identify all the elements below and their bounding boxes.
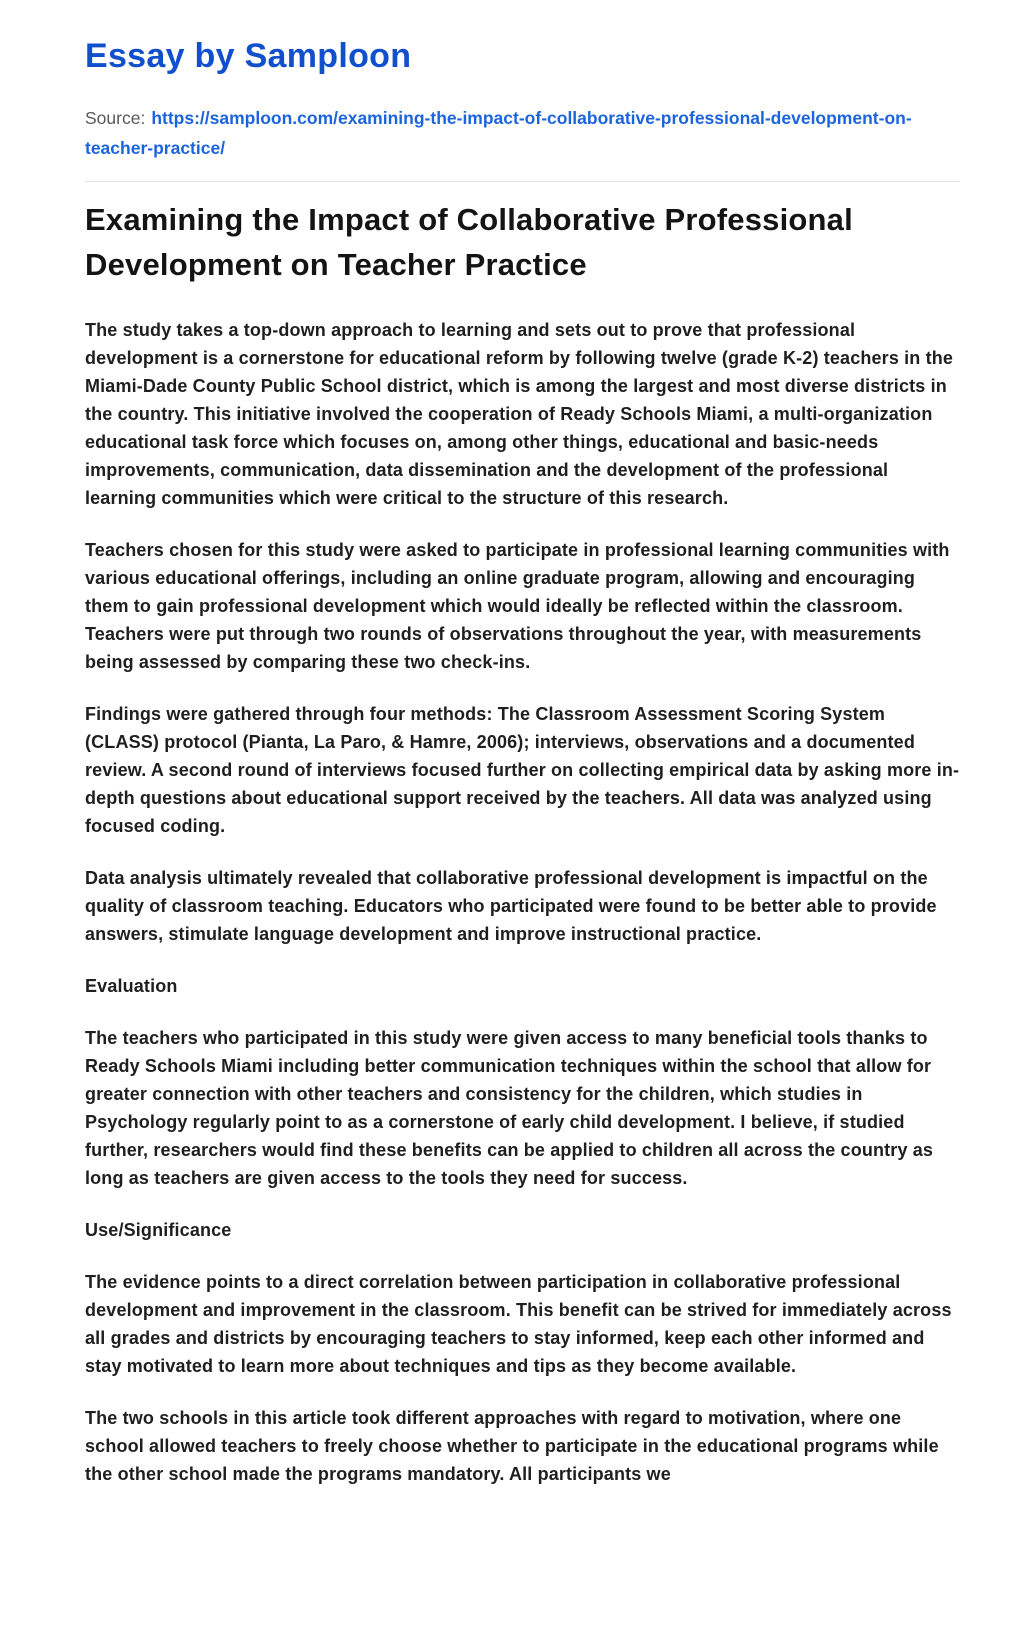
divider <box>85 181 960 182</box>
source-link[interactable]: https://samploon.com/examining-the-impact-of-collaborative-professional-development-on-teacher-practice/ <box>85 107 912 158</box>
paragraph-study-overview: The study takes a top-down approach to learning and sets out to prove that professional development is a cornerstone for educational reform by following twelve (grade K-2) teachers in the Miami-Dade County Public School district, which is among the largest and most diverse districts in the country. This initiative involved the cooperation of Ready Schools Miami, a multi-organization educational task force which focuses on, among other things, educational and basic-needs improvements, communication, data dissemination and the development of the professional learning communities which were critical to the structure of this research. <box>85 319 954 508</box>
section-heading-evaluation: Evaluation <box>85 975 178 996</box>
brand-title: Essay by Samploon <box>85 37 412 75</box>
source-label: Source: <box>85 107 146 128</box>
paragraph-data-analysis: Data analysis ultimately revealed that collaborative professional development is impactful on the quality of classroom teaching. Educators who participated were found to be better able to provide answers, stimulate language development and improve instructional practice. <box>85 867 937 944</box>
essay-title: Examining the Impact of Collaborative Professional Development on Teacher Practice <box>85 201 853 282</box>
paragraph-use-significance-body: The evidence points to a direct correlation between participation in collaborative professional development and improvement in the classroom. This benefit can be strived for immediately across all grades and districts by encouraging teachers to stay informed, keep each other informed and stay motivated to learn more about techniques and tips as they become available. <box>85 1271 952 1376</box>
section-heading-use-significance: Use/Significance <box>85 1219 232 1240</box>
paragraph-two-schools: The two schools in this article took different approaches with regard to motivation, where one school allowed teachers to freely choose whether to participate in the educational programs while the other school made the programs mandatory. All participants we <box>85 1407 939 1484</box>
paragraph-evaluation-body: The teachers who participated in this study were given access to many beneficial tools thanks to Ready Schools Miami including better communication techniques within the school that allow for greater connection with other teachers and consistency for the children, which studies in Psychology regularly point to as a cornerstone of early child development. I believe, if studied further, researchers would find these benefits can be applied to children all across the country as long as teachers are given access to the tools they need for success. <box>85 1027 934 1188</box>
paragraph-teachers-chosen: Teachers chosen for this study were asked to participate in professional learning communities with various educational offerings, including an online graduate program, allowing and encouraging them to gain professional development which would ideally be reflected within the classroom. Teachers were put through two rounds of observations throughout the year, with measurements being assessed by comparing these two check-ins. <box>85 539 950 672</box>
source-line <box>85 103 960 163</box>
paragraph-findings-methods: Findings were gathered through four methods: The Classroom Assessment Scoring System (CLASS) protocol (Pianta, La Paro, & Hamre, 2006); interviews, observations and a documented review. A second round of interviews focused further on collecting empirical data by asking more in-depth questions about educational support received by the teachers. All data was analyzed using focused coding. <box>85 703 960 836</box>
